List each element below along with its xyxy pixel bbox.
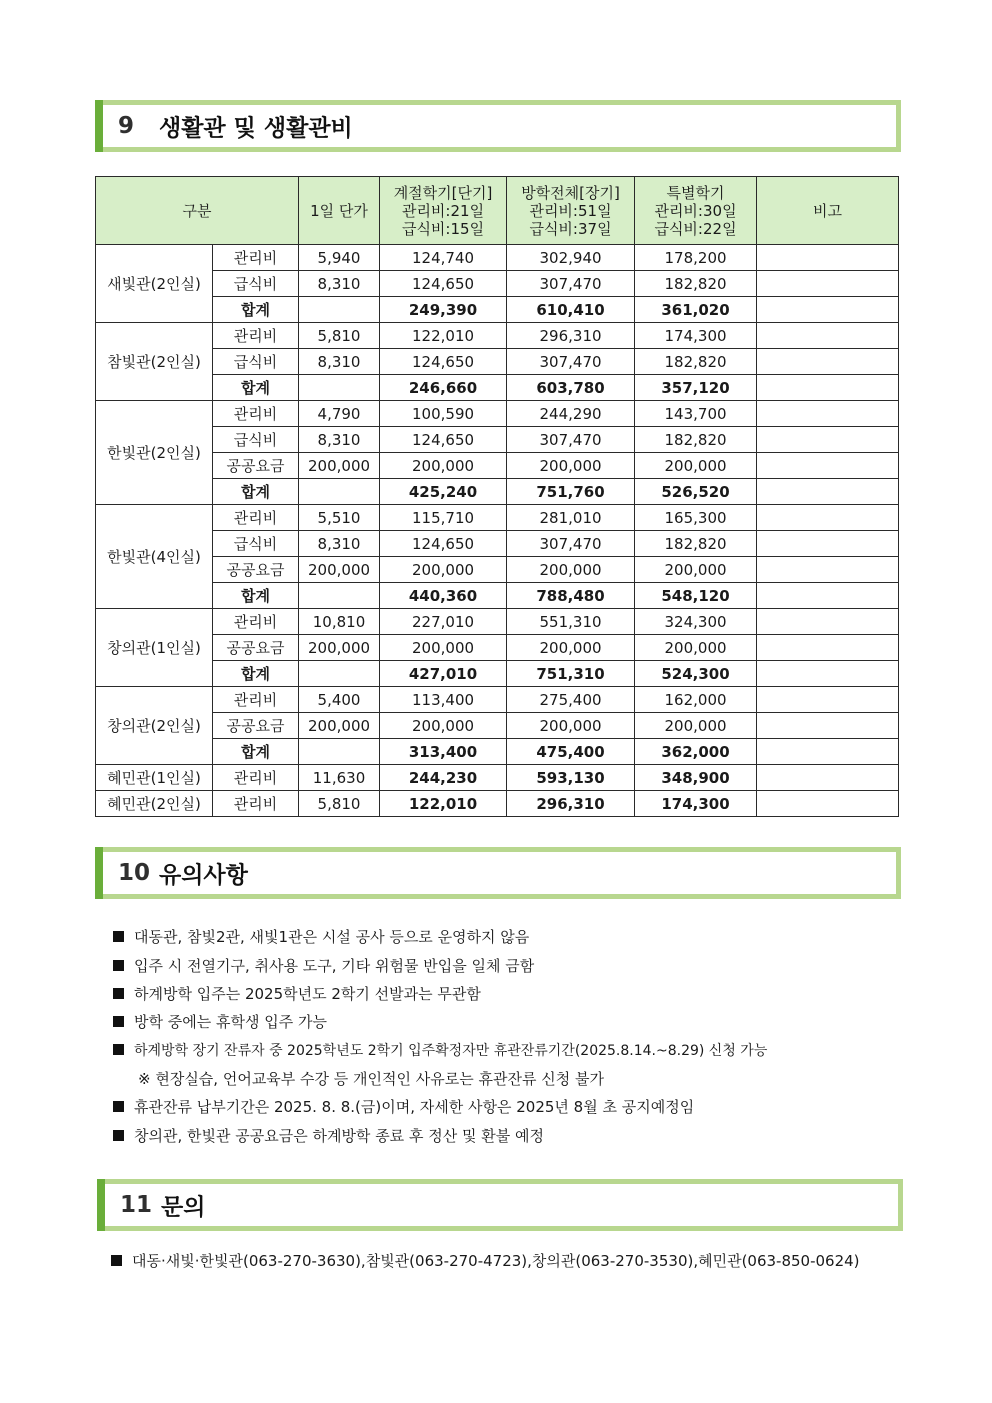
dorm-name-cell: 한빛관(4인실) [96,505,213,609]
daily-cell: 5,810 [299,323,380,349]
table-row-total [96,375,899,401]
daily-cell [299,661,380,687]
table-row [96,271,899,297]
daily-cell [299,739,380,765]
special-cell: 182,820 [635,271,757,297]
item-cell: 공공요금 [213,557,299,583]
special-cell: 162,000 [635,687,757,713]
short-cell: 440,360 [380,583,507,609]
header-line: 급식비:15일 [401,219,485,238]
short-cell: 313,400 [380,739,507,765]
short-cell: 200,000 [380,453,507,479]
item-cell: 관리비 [213,245,299,271]
table-row [96,505,899,531]
square-bullet-icon [113,1016,124,1027]
square-bullet-icon [113,960,124,971]
special-cell: 324,300 [635,609,757,635]
table-row-total [96,583,899,609]
note-cell [757,245,899,271]
square-bullet-icon [113,988,124,999]
long-cell: 593,130 [507,765,635,791]
daily-cell: 200,000 [299,635,380,661]
header-line: 계절학기[단기] [393,183,493,202]
short-cell: 113,400 [380,687,507,713]
long-cell: 275,400 [507,687,635,713]
long-cell: 475,400 [507,739,635,765]
daily-cell: 8,310 [299,349,380,375]
header-note: 비고 [757,177,899,245]
note-cell [757,531,899,557]
long-cell: 610,410 [507,297,635,323]
table-row [96,245,899,271]
short-cell: 115,710 [380,505,507,531]
table-row-total [96,297,899,323]
daily-cell: 200,000 [299,453,380,479]
long-cell: 307,470 [507,271,635,297]
notice-item [113,1040,767,1060]
notice-text: 대동관, 참빛2관, 새빛1관은 시설 공사 등으로 운영하지 않음 [134,928,530,946]
daily-cell: 8,310 [299,427,380,453]
short-cell: 124,740 [380,245,507,271]
table-row [96,765,899,791]
dormitory-fee-table [95,176,899,817]
note-cell [757,427,899,453]
item-cell: 급식비 [213,531,299,557]
header-line: 급식비:37일 [529,219,612,238]
square-bullet-icon [113,1101,124,1112]
short-cell: 200,000 [380,557,507,583]
daily-cell [299,479,380,505]
notice-item [113,1125,544,1146]
note-cell [757,349,899,375]
item-cell: 공공요금 [213,713,299,739]
header-vacation-long [507,177,635,245]
header-accent-bar [95,100,103,152]
item-cell: 합계 [213,479,299,505]
notice-text: 입주 시 전열기구, 취사용 도구, 기타 위험물 반입을 일체 금함 [134,957,535,975]
daily-cell: 8,310 [299,531,380,557]
special-cell: 182,820 [635,427,757,453]
special-cell: 348,900 [635,765,757,791]
special-cell: 182,820 [635,531,757,557]
notice-item [113,955,534,976]
note-cell [757,583,899,609]
table-row-total [96,479,899,505]
note-cell [757,713,899,739]
section-number: 10 [118,860,151,886]
table-row [96,401,899,427]
item-cell: 합계 [213,375,299,401]
section-10-header [95,847,901,899]
section-title: 유의사항 [159,862,248,889]
notice-text: 방학 중에는 휴학생 입주 가능 [134,1013,327,1031]
note-cell [757,297,899,323]
square-bullet-icon [111,1255,122,1266]
notice-subnote: ※ 현장실습, 언어교육부 수강 등 개인적인 사유로는 휴관잔류 신청 불가 [138,1070,604,1088]
special-cell: 524,300 [635,661,757,687]
daily-cell: 200,000 [299,557,380,583]
short-cell: 200,000 [380,713,507,739]
contact-text: 대동·새빛·한빛관(063-270-3630),참빛관(063-270-4723),창의관(063-270-3530),혜민관(063-850-0624) [132,1252,860,1270]
table-row [96,427,899,453]
table-row [96,791,899,817]
daily-cell: 4,790 [299,401,380,427]
header-category: 구분 [96,177,299,245]
notice-text: 창의관, 한빛관 공공요금은 하계방학 종료 후 정산 및 환불 예정 [134,1127,544,1145]
header-special [635,177,757,245]
note-cell [757,453,899,479]
note-cell [757,323,899,349]
special-cell: 362,000 [635,739,757,765]
special-cell: 357,120 [635,375,757,401]
long-cell: 551,310 [507,609,635,635]
special-cell: 200,000 [635,453,757,479]
table-row-total [96,739,899,765]
special-cell: 174,300 [635,791,757,817]
special-cell: 178,200 [635,245,757,271]
table-row [96,609,899,635]
note-cell [757,609,899,635]
long-cell: 751,310 [507,661,635,687]
header-daily-rate: 1일 단가 [299,177,380,245]
note-cell [757,479,899,505]
long-cell: 244,290 [507,401,635,427]
square-bullet-icon [113,1044,124,1055]
short-cell: 124,650 [380,349,507,375]
long-cell: 307,470 [507,349,635,375]
table-row [96,557,899,583]
header-line: 방학전체[장기] [521,183,620,202]
special-cell: 200,000 [635,557,757,583]
header-inner [103,105,896,147]
short-cell: 100,590 [380,401,507,427]
special-cell: 548,120 [635,583,757,609]
long-cell: 200,000 [507,453,635,479]
short-cell: 200,000 [380,635,507,661]
short-cell: 122,010 [380,323,507,349]
short-cell: 227,010 [380,609,507,635]
header-line: 관리비:51일 [529,201,612,220]
item-cell: 공공요금 [213,453,299,479]
contact-line [111,1250,860,1271]
table-row [96,687,899,713]
daily-cell: 11,630 [299,765,380,791]
notice-text: 하계방학 장기 잔류자 중 2025학년도 2학기 입주확정자만 휴관잔류기간(2025.8.14.~8.29) 신청 가능 [134,1043,768,1059]
dorm-name-cell: 창의관(2인실) [96,687,213,765]
header-accent-bar [97,1179,105,1231]
short-cell: 427,010 [380,661,507,687]
note-cell [757,557,899,583]
header-inner [103,852,896,894]
daily-cell: 200,000 [299,713,380,739]
table-row [96,453,899,479]
note-cell [757,401,899,427]
dorm-name-cell: 새빛관(2인실) [96,245,213,323]
notice-text: 휴관잔류 납부기간은 2025. 8. 8.(금)이며, 자세한 사항은 2025년 8월 초 공지예정임 [134,1098,695,1116]
daily-cell [299,375,380,401]
long-cell: 296,310 [507,791,635,817]
short-cell: 122,010 [380,791,507,817]
item-cell: 관리비 [213,765,299,791]
short-cell: 124,650 [380,427,507,453]
long-cell: 200,000 [507,557,635,583]
short-cell: 124,650 [380,531,507,557]
short-cell: 124,650 [380,271,507,297]
item-cell: 합계 [213,661,299,687]
item-cell: 급식비 [213,271,299,297]
special-cell: 143,700 [635,401,757,427]
special-cell: 174,300 [635,323,757,349]
special-cell: 200,000 [635,713,757,739]
long-cell: 307,470 [507,427,635,453]
daily-cell: 5,810 [299,791,380,817]
square-bullet-icon [113,1130,124,1141]
header-line: 관리비:21일 [401,201,485,220]
section-title: 생활관 및 생활관비 [159,115,353,142]
short-cell: 246,660 [380,375,507,401]
notice-item [113,1096,694,1117]
note-cell [757,739,899,765]
table-row [96,531,899,557]
section-number: 9 [118,113,135,139]
square-bullet-icon [113,931,124,942]
long-cell: 281,010 [507,505,635,531]
section-11-header [97,1179,903,1231]
item-cell: 합계 [213,583,299,609]
header-inner [105,1184,898,1226]
table-body [96,245,899,817]
table-row [96,323,899,349]
notice-item [113,926,529,947]
daily-cell: 5,400 [299,687,380,713]
short-cell: 244,230 [380,765,507,791]
header-line: 급식비:22일 [654,219,737,238]
notice-item [113,983,481,1004]
note-cell [757,791,899,817]
header-line: 특별학기 [666,183,725,202]
note-cell [757,505,899,531]
dorm-name-cell: 한빛관(2인실) [96,401,213,505]
special-cell: 526,520 [635,479,757,505]
table-row [96,635,899,661]
long-cell: 200,000 [507,713,635,739]
header-line: 관리비:30일 [654,201,737,220]
table-row [96,713,899,739]
dorm-name-cell: 혜민관(1인실) [96,765,213,791]
long-cell: 603,780 [507,375,635,401]
dorm-name-cell: 혜민관(2인실) [96,791,213,817]
item-cell: 관리비 [213,687,299,713]
dorm-name-cell: 참빛관(2인실) [96,323,213,401]
dorm-name-cell: 창의관(1인실) [96,609,213,687]
section-title: 문의 [161,1194,206,1221]
notice-item [113,1011,327,1032]
header-summer-short [380,177,507,245]
note-cell [757,687,899,713]
item-cell: 관리비 [213,323,299,349]
daily-cell [299,583,380,609]
daily-cell: 8,310 [299,271,380,297]
section-9-header [95,100,901,152]
daily-cell [299,297,380,323]
long-cell: 788,480 [507,583,635,609]
table-row-total [96,661,899,687]
note-cell [757,271,899,297]
item-cell: 관리비 [213,505,299,531]
item-cell: 관리비 [213,791,299,817]
special-cell: 165,300 [635,505,757,531]
item-cell: 합계 [213,739,299,765]
note-cell [757,661,899,687]
notice-text: 하계방학 입주는 2025학년도 2학기 선발과는 무관함 [134,985,481,1003]
special-cell: 361,020 [635,297,757,323]
special-cell: 182,820 [635,349,757,375]
long-cell: 307,470 [507,531,635,557]
item-cell: 급식비 [213,349,299,375]
item-cell: 합계 [213,297,299,323]
daily-cell: 10,810 [299,609,380,635]
daily-cell: 5,940 [299,245,380,271]
note-cell [757,635,899,661]
item-cell: 관리비 [213,609,299,635]
short-cell: 249,390 [380,297,507,323]
item-cell: 관리비 [213,401,299,427]
item-cell: 급식비 [213,427,299,453]
short-cell: 425,240 [380,479,507,505]
note-cell [757,375,899,401]
long-cell: 200,000 [507,635,635,661]
item-cell: 공공요금 [213,635,299,661]
note-cell [757,765,899,791]
special-cell: 200,000 [635,635,757,661]
long-cell: 296,310 [507,323,635,349]
header-accent-bar [95,847,103,899]
section-number: 11 [120,1192,153,1218]
table-row [96,349,899,375]
daily-cell: 5,510 [299,505,380,531]
long-cell: 751,760 [507,479,635,505]
long-cell: 302,940 [507,245,635,271]
